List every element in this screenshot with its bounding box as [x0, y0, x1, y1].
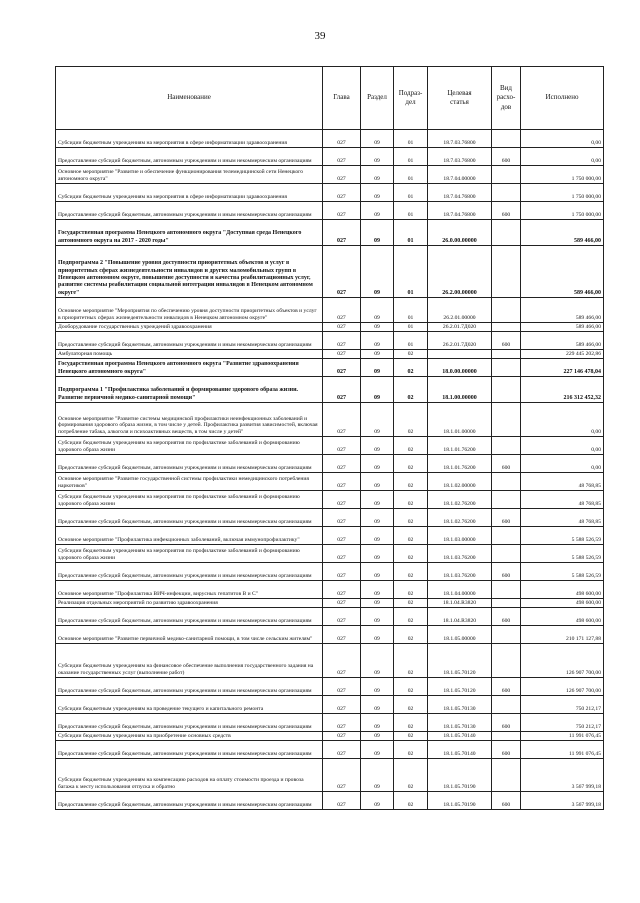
row-name-cell: Предоставление субсидий бюджетным, автономным учреждениям и иным некоммерческим организациям: [56, 332, 323, 350]
row-executed-amount-cell: 0,00: [521, 403, 604, 437]
table-row: [56, 377, 604, 403]
row-chapter-cell: 027: [323, 377, 361, 403]
row-subsection-cell: 02: [394, 350, 428, 359]
row-target-article-cell: 18.1.05.70130: [428, 696, 492, 714]
row-name-cell: Предоставление субсидий бюджетным, автономным учреждениям и иным некоммерческим организациям: [56, 509, 323, 527]
row-subsection-cell: 01: [394, 202, 428, 220]
row-name-cell: Основное мероприятие "Мероприятия по обеспечению уровня доступности приоритетных объектов и услуг в приоритетных сферах жизнедеятельности инвалидов в Ненецком автономном округе": [56, 298, 323, 323]
row-expense-type-cell: [492, 403, 521, 437]
row-subsection-cell: 02: [394, 644, 428, 678]
row-executed-amount-cell: 589 466,00: [521, 298, 604, 323]
row-chapter-cell: 027: [323, 220, 361, 246]
row-target-article-cell: [428, 350, 492, 359]
row-name-cell: Основное мероприятие "Развитие первичной медико-санитарной помощи, в том числе сельским жителям": [56, 626, 323, 644]
row-expense-type-cell: 600: [492, 741, 521, 759]
row-chapter-cell: 027: [323, 563, 361, 581]
row-target-article-cell: 18.7.03.76800: [428, 148, 492, 166]
row-section-cell: 09: [361, 759, 394, 792]
table-row: [56, 696, 604, 714]
row-target-article-cell: 18.7.04.76800: [428, 184, 492, 202]
row-target-article-cell: 18.7.03.76800: [428, 130, 492, 148]
row-section-cell: 09: [361, 563, 394, 581]
row-section-cell: 09: [361, 599, 394, 608]
row-expense-type-cell: [492, 298, 521, 323]
row-expense-type-cell: 600: [492, 455, 521, 473]
row-subsection-cell: 02: [394, 563, 428, 581]
row-executed-amount-cell: 589 466,00: [521, 246, 604, 298]
column-header-section: Раздел: [361, 67, 394, 130]
row-target-article-cell: 26.0.00.00000: [428, 220, 492, 246]
row-name-cell: Дооборудование государственных учреждений здравоохранения: [56, 323, 323, 332]
row-name-cell: Субсидии бюджетным учреждениям на приобретение основных средств: [56, 732, 323, 741]
row-target-article-cell: 18.1.01.76200: [428, 455, 492, 473]
row-expense-type-cell: 600: [492, 202, 521, 220]
row-chapter-cell: 027: [323, 608, 361, 626]
row-target-article-cell: 26.2.01.7Д020: [428, 332, 492, 350]
row-executed-amount-cell: 48 768,85: [521, 473, 604, 491]
row-section-cell: 09: [361, 148, 394, 166]
row-executed-amount-cell: 1 750 000,00: [521, 202, 604, 220]
row-executed-amount-cell: 750 212,17: [521, 696, 604, 714]
row-name-cell: Амбулаторная помощь: [56, 350, 323, 359]
row-target-article-cell: 18.1.05.70140: [428, 732, 492, 741]
row-chapter-cell: 027: [323, 166, 361, 184]
row-expense-type-cell: 600: [492, 792, 521, 810]
row-subsection-cell: 02: [394, 491, 428, 509]
row-chapter-cell: 027: [323, 148, 361, 166]
row-executed-amount-cell: 216 312 452,32: [521, 377, 604, 403]
row-executed-amount-cell: 750 212,17: [521, 714, 604, 732]
row-executed-amount-cell: 11 991 076,45: [521, 732, 604, 741]
row-expense-type-cell: [492, 527, 521, 545]
row-target-article-cell: 18.1.02.00000: [428, 473, 492, 491]
row-section-cell: 09: [361, 696, 394, 714]
row-name-cell: Предоставление субсидий бюджетным, автономным учреждениям и иным некоммерческим организациям: [56, 678, 323, 696]
row-executed-amount-cell: 498 600,00: [521, 581, 604, 599]
table-row: [56, 148, 604, 166]
table-row: [56, 350, 604, 359]
row-section-cell: 09: [361, 130, 394, 148]
table-row: [56, 166, 604, 184]
row-executed-amount-cell: 227 146 478,04: [521, 359, 604, 377]
row-executed-amount-cell: 0,00: [521, 148, 604, 166]
column-header-expense-type: Вид расхо- дов: [492, 67, 521, 130]
table-row: [56, 184, 604, 202]
row-name-cell: Субсидии бюджетным учреждениям на мероприятия по профилактике заболеваний и формированию здорового образа жизни: [56, 437, 323, 455]
row-section-cell: 09: [361, 350, 394, 359]
row-section-cell: 09: [361, 437, 394, 455]
row-name-cell: Субсидии бюджетным учреждениям на компенсацию расходов на оплату стоимости проезда и провоза багажа к месту использования отпуска и обратно: [56, 759, 323, 792]
row-name-cell: Субсидии бюджетным учреждениям на мероприятия в сфере информатизации здравоохранения: [56, 130, 323, 148]
row-subsection-cell: 01: [394, 246, 428, 298]
row-executed-amount-cell: 3 567 999,18: [521, 759, 604, 792]
row-executed-amount-cell: 3 567 999,18: [521, 792, 604, 810]
row-expense-type-cell: [492, 220, 521, 246]
row-section-cell: 09: [361, 509, 394, 527]
row-name-cell: Реализация отдельных мероприятий по развитию здравоохранения: [56, 599, 323, 608]
row-chapter-cell: 027: [323, 714, 361, 732]
row-subsection-cell: 02: [394, 732, 428, 741]
row-subsection-cell: 02: [394, 509, 428, 527]
row-expense-type-cell: [492, 732, 521, 741]
table-row: [56, 792, 604, 810]
column-header-chapter: Глава: [323, 67, 361, 130]
row-section-cell: 09: [361, 403, 394, 437]
table-row: [56, 563, 604, 581]
row-executed-amount-cell: 0,00: [521, 130, 604, 148]
row-target-article-cell: 26.2.01.7Д020: [428, 323, 492, 332]
row-executed-amount-cell: 589 466,00: [521, 332, 604, 350]
row-target-article-cell: 26.2.01.00000: [428, 298, 492, 323]
row-section-cell: 09: [361, 626, 394, 644]
table-row: [56, 403, 604, 437]
row-expense-type-cell: 600: [492, 678, 521, 696]
row-executed-amount-cell: 589 466,00: [521, 323, 604, 332]
row-name-cell: Основное мероприятие "Развитие системы медицинской профилактики неинфекционных заболеваний и формирования здорового образа жизни, в том числе у детей. Профилактика развития зависимостей, включая потребление табака, алкоголя и психоактивных веществ, в том числе у детей": [56, 403, 323, 437]
row-section-cell: 09: [361, 455, 394, 473]
row-expense-type-cell: 600: [492, 714, 521, 732]
row-subsection-cell: 02: [394, 545, 428, 563]
row-name-cell: Субсидии бюджетным учреждениям на проведение текущего и капитального ремонта: [56, 696, 323, 714]
table-row: [56, 130, 604, 148]
row-subsection-cell: 02: [394, 599, 428, 608]
row-executed-amount-cell: 589 466,00: [521, 220, 604, 246]
row-name-cell: Субсидии бюджетным учреждениям на финансовое обеспечение выполнения государственного задания на оказание государственных услуг (выполнение работ): [56, 644, 323, 678]
row-chapter-cell: 027: [323, 732, 361, 741]
row-target-article-cell: 18.1.02.76200: [428, 509, 492, 527]
column-header-executed: Исполнено: [521, 67, 604, 130]
row-chapter-cell: 027: [323, 332, 361, 350]
row-executed-amount-cell: 1 750 000,00: [521, 184, 604, 202]
row-chapter-cell: 027: [323, 298, 361, 323]
row-executed-amount-cell: 498 600,00: [521, 599, 604, 608]
row-executed-amount-cell: 498 600,00: [521, 608, 604, 626]
row-section-cell: 09: [361, 608, 394, 626]
row-chapter-cell: 027: [323, 184, 361, 202]
row-section-cell: 09: [361, 644, 394, 678]
row-expense-type-cell: [492, 377, 521, 403]
row-expense-type-cell: [492, 759, 521, 792]
row-name-cell: Субсидии бюджетным учреждениям на мероприятия по профилактике заболеваний и формированию здорового образа жизни: [56, 545, 323, 563]
row-subsection-cell: 01: [394, 166, 428, 184]
row-subsection-cell: 01: [394, 220, 428, 246]
row-name-cell: Предоставление субсидий бюджетным, автономным учреждениям и иным некоммерческим организациям: [56, 202, 323, 220]
table-row: [56, 678, 604, 696]
row-subsection-cell: 01: [394, 130, 428, 148]
row-target-article-cell: 26.2.00.00000: [428, 246, 492, 298]
row-target-article-cell: 18.1.01.76200: [428, 437, 492, 455]
row-target-article-cell: 18.1.05.70190: [428, 759, 492, 792]
row-section-cell: 09: [361, 741, 394, 759]
table-row: [56, 644, 604, 678]
row-name-cell: Предоставление субсидий бюджетным, автономным учреждениям и иным некоммерческим организациям: [56, 608, 323, 626]
row-name-cell: Государственная программа Ненецкого автономного округа "Доступная среда Ненецкого автономного округа на 2017 - 2020 годы": [56, 220, 323, 246]
row-subsection-cell: 01: [394, 298, 428, 323]
table-row: [56, 759, 604, 792]
table-row: [56, 473, 604, 491]
row-expense-type-cell: [492, 473, 521, 491]
table-row: [56, 599, 604, 608]
row-expense-type-cell: [492, 246, 521, 298]
table-row: [56, 332, 604, 350]
row-chapter-cell: 027: [323, 491, 361, 509]
row-target-article-cell: 18.1.00.00000: [428, 377, 492, 403]
row-subsection-cell: 02: [394, 608, 428, 626]
row-executed-amount-cell: 0,00: [521, 437, 604, 455]
row-name-cell: Основное мероприятие "Развитие государственной системы профилактики немедицинского потребления наркотиков": [56, 473, 323, 491]
row-chapter-cell: 027: [323, 246, 361, 298]
row-expense-type-cell: [492, 581, 521, 599]
row-chapter-cell: 027: [323, 678, 361, 696]
row-chapter-cell: 027: [323, 509, 361, 527]
row-subsection-cell: 02: [394, 696, 428, 714]
row-chapter-cell: 027: [323, 741, 361, 759]
row-section-cell: 09: [361, 323, 394, 332]
row-name-cell: Предоставление субсидий бюджетным, автономным учреждениям и иным некоммерческим организациям: [56, 741, 323, 759]
row-expense-type-cell: 600: [492, 608, 521, 626]
row-chapter-cell: 027: [323, 323, 361, 332]
row-expense-type-cell: [492, 626, 521, 644]
row-chapter-cell: 027: [323, 626, 361, 644]
row-chapter-cell: 027: [323, 350, 361, 359]
budget-table: [55, 66, 604, 810]
row-chapter-cell: 027: [323, 473, 361, 491]
row-executed-amount-cell: 5 588 526,59: [521, 527, 604, 545]
row-executed-amount-cell: 5 588 526,59: [521, 545, 604, 563]
row-chapter-cell: 027: [323, 527, 361, 545]
table-row: [56, 220, 604, 246]
row-section-cell: 09: [361, 184, 394, 202]
table-row: [56, 545, 604, 563]
row-name-cell: Предоставление субсидий бюджетным, автономным учреждениям и иным некоммерческим организациям: [56, 563, 323, 581]
row-name-cell: Предоставление субсидий бюджетным, автономным учреждениям и иным некоммерческим организациям: [56, 714, 323, 732]
row-executed-amount-cell: 48 768,85: [521, 491, 604, 509]
row-subsection-cell: 02: [394, 792, 428, 810]
row-executed-amount-cell: 126 907 700,00: [521, 644, 604, 678]
row-target-article-cell: 18.1.02.76200: [428, 491, 492, 509]
row-subsection-cell: 02: [394, 678, 428, 696]
table-row: [56, 437, 604, 455]
row-name-cell: Предоставление субсидий бюджетным, автономным учреждениям и иным некоммерческим организациям: [56, 792, 323, 810]
row-subsection-cell: 02: [394, 437, 428, 455]
row-section-cell: 09: [361, 792, 394, 810]
row-executed-amount-cell: 210 171 127,88: [521, 626, 604, 644]
row-expense-type-cell: [492, 696, 521, 714]
row-subsection-cell: 01: [394, 148, 428, 166]
row-name-cell: Предоставление субсидий бюджетным, автономным учреждениям и иным некоммерческим организациям: [56, 148, 323, 166]
row-expense-type-cell: 600: [492, 332, 521, 350]
row-chapter-cell: 027: [323, 545, 361, 563]
row-expense-type-cell: [492, 545, 521, 563]
row-expense-type-cell: [492, 599, 521, 608]
table-row: [56, 608, 604, 626]
table-row: [56, 732, 604, 741]
row-section-cell: 09: [361, 678, 394, 696]
row-name-cell: Субсидии бюджетным учреждениям на мероприятия по профилактике заболеваний и формированию здорового образа жизни: [56, 491, 323, 509]
row-expense-type-cell: [492, 184, 521, 202]
table-row: [56, 491, 604, 509]
row-target-article-cell: 18.7.04.00000: [428, 166, 492, 184]
table-body: [56, 130, 604, 810]
row-executed-amount-cell: 126 907 700,00: [521, 678, 604, 696]
row-section-cell: 09: [361, 491, 394, 509]
row-name-cell: Основное мероприятие "Профилактика инфекционных заболеваний, включая иммунопрофилактику": [56, 527, 323, 545]
row-chapter-cell: 027: [323, 644, 361, 678]
row-target-article-cell: 18.1.05.00000: [428, 626, 492, 644]
row-chapter-cell: 027: [323, 202, 361, 220]
row-section-cell: 09: [361, 166, 394, 184]
row-target-article-cell: 18.1.05.70140: [428, 741, 492, 759]
row-expense-type-cell: [492, 130, 521, 148]
row-section-cell: 09: [361, 732, 394, 741]
row-section-cell: 09: [361, 332, 394, 350]
row-executed-amount-cell: 5 588 526,59: [521, 563, 604, 581]
row-chapter-cell: 027: [323, 696, 361, 714]
row-subsection-cell: 02: [394, 714, 428, 732]
row-expense-type-cell: 600: [492, 563, 521, 581]
table-row: [56, 298, 604, 323]
table-row: [56, 359, 604, 377]
row-expense-type-cell: [492, 644, 521, 678]
row-expense-type-cell: [492, 437, 521, 455]
row-subsection-cell: 02: [394, 581, 428, 599]
row-subsection-cell: 02: [394, 403, 428, 437]
row-target-article-cell: 18.1.03.76200: [428, 545, 492, 563]
row-chapter-cell: 027: [323, 792, 361, 810]
row-expense-type-cell: [492, 323, 521, 332]
row-target-article-cell: 18.1.05.70130: [428, 714, 492, 732]
row-name-cell: Субсидии бюджетным учреждениям на мероприятия в сфере информатизации здравоохранения: [56, 184, 323, 202]
row-chapter-cell: 027: [323, 359, 361, 377]
row-chapter-cell: 027: [323, 759, 361, 792]
column-header-name: Наименование: [56, 67, 323, 130]
row-expense-type-cell: 600: [492, 148, 521, 166]
row-subsection-cell: 01: [394, 323, 428, 332]
column-header-subsection: Подраз- дел: [394, 67, 428, 130]
row-executed-amount-cell: 1 750 000,00: [521, 166, 604, 184]
table-header-row: [56, 67, 604, 130]
table-row: [56, 509, 604, 527]
row-expense-type-cell: [492, 491, 521, 509]
row-chapter-cell: 027: [323, 455, 361, 473]
row-name-cell: Подпрограмма 2 "Повышение уровня доступности приоритетных объектов и услуг в приоритетных сферах жизнедеятельности инвалидов и других маломобильных групп в Ненецком автономном округе, повышение доступности и качества реабилитационных услуг, развитие системы реабилитации социальной интеграции инвалидов в Ненецком автономном округе": [56, 246, 323, 298]
row-target-article-cell: 18.1.04.00000: [428, 581, 492, 599]
row-subsection-cell: 02: [394, 377, 428, 403]
column-header-target-article: Целевая статья: [428, 67, 492, 130]
table-row: [56, 741, 604, 759]
row-section-cell: 09: [361, 527, 394, 545]
row-expense-type-cell: [492, 350, 521, 359]
row-subsection-cell: 02: [394, 759, 428, 792]
table-row: [56, 455, 604, 473]
row-expense-type-cell: [492, 359, 521, 377]
row-section-cell: 09: [361, 220, 394, 246]
row-target-article-cell: 18.7.04.76800: [428, 202, 492, 220]
row-executed-amount-cell: 0,00: [521, 455, 604, 473]
table-row: [56, 626, 604, 644]
row-executed-amount-cell: 48 768,85: [521, 509, 604, 527]
row-subsection-cell: 02: [394, 626, 428, 644]
row-name-cell: Предоставление субсидий бюджетным, автономным учреждениям и иным некоммерческим организациям: [56, 455, 323, 473]
row-target-article-cell: 18.1.05.70190: [428, 792, 492, 810]
row-target-article-cell: 18.1.03.76200: [428, 563, 492, 581]
row-target-article-cell: 18.1.05.70120: [428, 678, 492, 696]
row-name-cell: Основное мероприятие "Развитие и обеспечение функционирования телемедицинской сети Ненецкого автономного округа": [56, 166, 323, 184]
row-target-article-cell: 18.1.03.00000: [428, 527, 492, 545]
table-row: [56, 581, 604, 599]
row-section-cell: 09: [361, 377, 394, 403]
table-row: [56, 527, 604, 545]
row-section-cell: 09: [361, 246, 394, 298]
row-chapter-cell: 027: [323, 599, 361, 608]
row-section-cell: 09: [361, 473, 394, 491]
row-subsection-cell: 02: [394, 359, 428, 377]
row-subsection-cell: 02: [394, 473, 428, 491]
row-chapter-cell: 027: [323, 130, 361, 148]
page-number: 39: [314, 30, 326, 42]
row-target-article-cell: 18.1.04.R3820: [428, 608, 492, 626]
row-target-article-cell: 18.0.00.00000: [428, 359, 492, 377]
row-subsection-cell: 02: [394, 527, 428, 545]
row-executed-amount-cell: 229 445 202,86: [521, 350, 604, 359]
row-chapter-cell: 027: [323, 437, 361, 455]
row-subsection-cell: 02: [394, 741, 428, 759]
row-chapter-cell: 027: [323, 581, 361, 599]
row-target-article-cell: 18.1.01.00000: [428, 403, 492, 437]
row-chapter-cell: 027: [323, 403, 361, 437]
row-subsection-cell: 01: [394, 184, 428, 202]
table-row: [56, 323, 604, 332]
row-executed-amount-cell: 11 991 076,45: [521, 741, 604, 759]
row-name-cell: Основное мероприятие "Профилактика ВИЧ-инфекции, вирусных гепатитов В и С": [56, 581, 323, 599]
row-section-cell: 09: [361, 581, 394, 599]
row-section-cell: 09: [361, 359, 394, 377]
row-section-cell: 09: [361, 714, 394, 732]
row-target-article-cell: 18.1.05.70120: [428, 644, 492, 678]
row-expense-type-cell: 600: [492, 509, 521, 527]
row-name-cell: Подпрограмма 1 "Профилактика заболеваний и формирование здорового образа жизни. Развитие первичной медико-санитарной помощи": [56, 377, 323, 403]
row-section-cell: 09: [361, 545, 394, 563]
row-subsection-cell: 02: [394, 455, 428, 473]
row-section-cell: 09: [361, 202, 394, 220]
table-row: [56, 714, 604, 732]
table-row: [56, 246, 604, 298]
table-row: [56, 202, 604, 220]
row-subsection-cell: 01: [394, 332, 428, 350]
row-target-article-cell: 18.1.04.R3820: [428, 599, 492, 608]
row-name-cell: Государственная программа Ненецкого автономного округа "Развитие здравоохранения Ненецкого автономного округа": [56, 359, 323, 377]
row-expense-type-cell: [492, 166, 521, 184]
row-section-cell: 09: [361, 298, 394, 323]
